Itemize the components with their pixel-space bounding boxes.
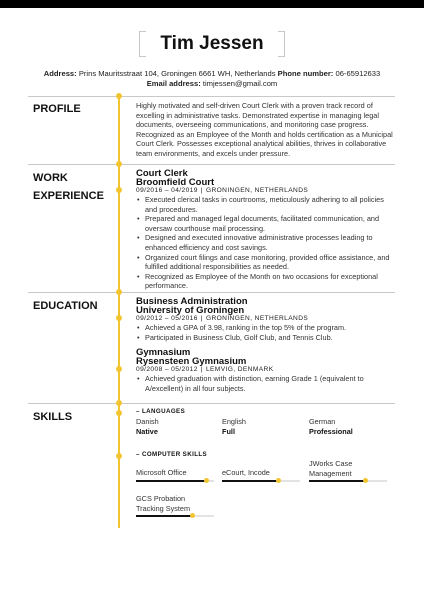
timeline-dot (116, 187, 122, 193)
education-meta: 09/2012 – 05/2016 | GRONINGEN, NETHERLANDS (136, 315, 309, 322)
list-item: • Recognized as Employee of the Month on two occasions for exceptional performance. (136, 272, 398, 291)
language-level: Professional (309, 427, 353, 436)
skill-bar-fill (136, 480, 206, 482)
skill-bar (136, 515, 214, 517)
address: Prins Mauritsstraat 104, Groningen 6661 WH, Netherlands (78, 69, 276, 78)
job-company: Broomfield Court (136, 177, 215, 188)
timeline-dot (116, 366, 122, 372)
skill-name: GCS Probation Tracking System (136, 494, 191, 513)
computer-skills-title: – COMPUTER SKILLS (136, 451, 208, 458)
profile-heading: PROFILE (33, 103, 81, 115)
contact-line-2 (0, 79, 424, 88)
language-name: German (309, 417, 336, 426)
skill-bar-marker (363, 478, 368, 483)
language-name: English (222, 417, 246, 426)
skill-bar-fill (309, 480, 365, 482)
degree: Business Administration (136, 296, 248, 307)
job-meta: 09/2016 – 04/2019 | GRONINGEN, NETHERLANDS (136, 187, 309, 194)
education-meta: 09/2008 – 05/2012 | LEMVIG, DENMARK (136, 366, 274, 373)
school: Rysensteen Gymnasium (136, 356, 247, 367)
list-item: • Executed clerical tasks in courtrooms, meticulously adhering to all policies and procedures. (136, 195, 398, 214)
skill-name: JWorks Case Management (309, 459, 353, 478)
skill-bar-fill (136, 515, 192, 517)
language-name: Danish (136, 417, 159, 426)
language-item (222, 417, 246, 437)
timeline-dot (116, 410, 122, 416)
timeline-dot (116, 93, 122, 99)
phone-label: Phone number: (277, 69, 334, 78)
language-level: Native (136, 427, 158, 436)
list-item: • Designed and executed innovative administrative processes leading to enhanced efficiency and cost savings. (136, 233, 398, 252)
email-label: Email address: (146, 79, 201, 88)
skills-heading: SKILLS (33, 411, 73, 423)
skill-bar-marker (204, 478, 209, 483)
skill-bar-marker (190, 513, 195, 518)
degree: Gymnasium (136, 347, 191, 358)
candidate-name: Tim Jessen (160, 33, 264, 54)
skill-name: Microsoft Office (136, 468, 187, 477)
email: timjessen@gmail.com (202, 79, 278, 88)
skill-bar (309, 480, 387, 482)
divider (28, 292, 395, 293)
skill-bar-marker (276, 478, 281, 483)
language-item (309, 417, 353, 437)
list-item: • Organized court filings and case monitoring, provided office assistance, and fulfilled additional responsibilities as needed. (136, 253, 398, 272)
job-title: Court Clerk (136, 168, 188, 179)
contact-line-1 (0, 69, 424, 78)
list-item: • Achieved graduation with distinction, earning Grade 1 (equivalent to A/excellent) in all four subjects. (136, 374, 398, 393)
education-location: LEMVIG, DENMARK (205, 366, 274, 373)
timeline-dot (116, 289, 122, 295)
job-location: GRONINGEN, NETHERLANDS (205, 187, 309, 194)
education-dates: 09/2008 – 05/2012 (136, 366, 198, 373)
skill-bar-fill (222, 480, 278, 482)
divider (28, 164, 395, 165)
list-item: • Prepared and managed legal documents, facilitated communication, and oversaw courthouse mail processing. (136, 214, 398, 233)
education-dates: 09/2012 – 05/2016 (136, 315, 198, 322)
education-heading: EDUCATION (33, 300, 98, 312)
top-bar (0, 0, 424, 8)
profile-text: Highly motivated and self-driven Court Clerk with a proven track record of excelling in administrative tasks. Demonstrated expertise in managing legal documents, overseeing communications, and monitoring case progress. Recognized as an Employee of the Month and holds certification as a Municipal Court Clerk. Possesses exceptional analytical abilities, thrives in collaborative team environments, and excels under pressure. (136, 101, 393, 158)
skill-name: eCourt, Incode (222, 468, 270, 477)
phone: 06-65912633 (335, 69, 381, 78)
education-bullets (136, 374, 398, 393)
timeline-dot (116, 315, 122, 321)
list-item: • Participated in Business Club, Golf Club, and Tennis Club. (136, 333, 398, 343)
work-heading-line1: WORK (33, 172, 68, 184)
work-heading-line2: EXPERIENCE (33, 190, 104, 202)
skill-bar (136, 480, 214, 482)
timeline-dot (116, 453, 122, 459)
language-level: Full (222, 427, 235, 436)
timeline-dot (116, 400, 122, 406)
job-bullets (136, 195, 398, 291)
list-item: • Achieved a GPA of 3.98, ranking in the top 5% of the program. (136, 323, 398, 333)
language-item (136, 417, 159, 437)
address-label: Address: (43, 69, 77, 78)
skill-bar (222, 480, 300, 482)
languages-title: – LANGUAGES (136, 408, 186, 415)
school: University of Groningen (136, 305, 245, 316)
job-dates: 09/2016 – 04/2019 (136, 187, 198, 194)
divider (28, 403, 395, 404)
education-location: GRONINGEN, NETHERLANDS (205, 315, 309, 322)
name-frame (139, 31, 285, 57)
timeline-dot (116, 161, 122, 167)
divider (28, 96, 395, 97)
education-bullets (136, 323, 398, 342)
